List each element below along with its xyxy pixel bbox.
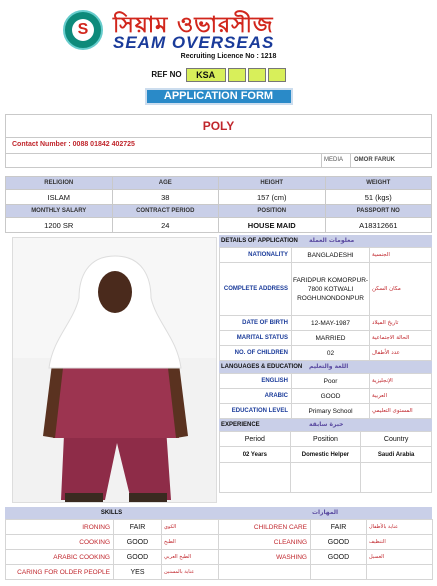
licence-number: Recruiting Licence No : 1218 bbox=[180, 53, 277, 60]
exp-empty-cell bbox=[290, 463, 361, 493]
value-marital: MARRIED bbox=[292, 331, 370, 346]
media-row bbox=[5, 154, 432, 168]
skill-value: YES bbox=[114, 565, 162, 580]
skill-value: FAIR bbox=[114, 520, 162, 535]
exp-empty-cell bbox=[220, 463, 291, 493]
header-passport: PASSPORT NO bbox=[325, 205, 432, 218]
ref-box-empty bbox=[268, 68, 286, 82]
languages-title-arabic: اللغة والتعليم bbox=[309, 363, 349, 370]
form-title: APPLICATION FORM bbox=[145, 88, 293, 105]
experience-title: EXPERIENCE bbox=[221, 422, 260, 428]
header-height: HEIGHT bbox=[219, 177, 326, 190]
skill-label: WASHING bbox=[219, 550, 311, 565]
skills-section bbox=[5, 507, 432, 580]
label-marital: MARITAL STATUS bbox=[220, 331, 292, 346]
application-form-page bbox=[5, 8, 432, 580]
skill-value bbox=[311, 565, 367, 580]
ref-box-empty bbox=[228, 68, 246, 82]
arabic-address: مكان السكن bbox=[370, 263, 432, 316]
header-position: POSITION bbox=[219, 205, 326, 218]
value-address: FARIDPUR KOMORPUR-7800 KOTWALI ROGHUNONDONPUR bbox=[292, 263, 370, 316]
value-arabic: GOOD bbox=[292, 389, 370, 404]
value-contract: 24 bbox=[112, 218, 219, 233]
skill-value: GOOD bbox=[311, 535, 367, 550]
middle-section bbox=[5, 235, 432, 503]
header-religion: RELIGION bbox=[6, 177, 113, 190]
experience-title-arabic: خبرة سابقة bbox=[309, 421, 344, 428]
skill-arabic: الغسيل bbox=[367, 550, 433, 565]
skill-value: GOOD bbox=[311, 550, 367, 565]
label-arabic: ARABIC bbox=[220, 389, 292, 404]
skill-label: IRONING bbox=[6, 520, 114, 535]
exp-col-period: Period bbox=[220, 432, 291, 447]
label-english: ENGLISH bbox=[220, 374, 292, 389]
candidate-photo bbox=[12, 237, 217, 503]
label-education: EDUCATION LEVEL bbox=[220, 404, 292, 419]
skill-value: FAIR bbox=[311, 520, 367, 535]
label-address: COMPLETE ADDRESS bbox=[220, 263, 292, 316]
company-name-bengali: সিয়াম ওভারসীজ bbox=[113, 13, 274, 38]
skills-title: SKILLS bbox=[100, 510, 123, 516]
experience-table bbox=[219, 431, 432, 493]
details-table bbox=[219, 247, 432, 361]
skills-header bbox=[5, 507, 432, 519]
company-logo-icon: S bbox=[63, 10, 103, 50]
value-english: Poor bbox=[292, 374, 370, 389]
value-nationality: BANGLADESHI bbox=[292, 248, 370, 263]
header-age: AGE bbox=[112, 177, 219, 190]
languages-header bbox=[219, 361, 432, 373]
skill-label: CARING FOR OLDER PEOPLE bbox=[6, 565, 114, 580]
value-position: HOUSE MAID bbox=[219, 218, 326, 233]
exp-position: Domestic Helper bbox=[290, 447, 361, 463]
label-children: NO. OF CHILDREN bbox=[220, 346, 292, 361]
skill-label: CLEANING bbox=[219, 535, 311, 550]
label-dob: DATE OF BIRTH bbox=[220, 316, 292, 331]
ref-box-empty bbox=[248, 68, 266, 82]
details-title: DETAILS OF APPLICATION bbox=[221, 238, 298, 244]
ref-label: REF NO bbox=[151, 70, 182, 79]
company-name: SEAM OVERSEAS bbox=[113, 33, 275, 52]
arabic-dob: تاريخ الميلاد bbox=[370, 316, 432, 331]
skill-arabic: عناية بالأطفال bbox=[367, 520, 433, 535]
skill-arabic: التنظيف bbox=[367, 535, 433, 550]
skill-arabic: الكوي bbox=[162, 520, 219, 535]
exp-col-country: Country bbox=[361, 432, 432, 447]
skills-title-arabic: المهارات bbox=[311, 509, 339, 516]
skills-table bbox=[5, 519, 433, 580]
exp-col-position: Position bbox=[290, 432, 361, 447]
ref-value: KSA bbox=[186, 68, 226, 82]
skill-arabic: عناية بالمسنين bbox=[162, 565, 219, 580]
ref-row bbox=[5, 67, 432, 82]
experience-header bbox=[219, 419, 432, 431]
details-title-arabic: معلومات العملة bbox=[309, 237, 355, 244]
label-nationality: NATIONALITY bbox=[220, 248, 292, 263]
skill-arabic: الطبخ bbox=[162, 535, 219, 550]
exp-period: 02 Years bbox=[220, 447, 291, 463]
value-dob: 12-MAY-1987 bbox=[292, 316, 370, 331]
skill-label: ARABIC COOKING bbox=[6, 550, 114, 565]
arabic-nationality: الجنسية bbox=[370, 248, 432, 263]
header-weight: WEIGHT bbox=[325, 177, 432, 190]
languages-title: LANGUAGES & EDUCATION bbox=[221, 364, 303, 370]
arabic-children: عدد الأطفال bbox=[370, 346, 432, 361]
exp-empty-cell bbox=[361, 463, 432, 493]
candidate-name: POLY bbox=[5, 114, 432, 138]
header-salary: MONTHLY SALARY bbox=[6, 205, 113, 218]
arabic-education: المستوى التعليمي bbox=[370, 404, 432, 419]
company-header bbox=[5, 8, 432, 50]
value-education: Primary School bbox=[292, 404, 370, 419]
skill-value: GOOD bbox=[114, 535, 162, 550]
value-height: 157 (cm) bbox=[219, 190, 326, 205]
value-passport: A18312661 bbox=[325, 218, 432, 233]
skill-label: CHILDREN CARE bbox=[219, 520, 311, 535]
value-salary: 1200 SR bbox=[6, 218, 113, 233]
arabic-arabic: العربية bbox=[370, 389, 432, 404]
value-religion: ISLAM bbox=[6, 190, 113, 205]
languages-table bbox=[219, 373, 432, 419]
skill-label: COOKING bbox=[6, 535, 114, 550]
skill-value: GOOD bbox=[114, 550, 162, 565]
exp-country: Saudi Arabia bbox=[361, 447, 432, 463]
skill-arabic: الطبخ العربي bbox=[162, 550, 219, 565]
skill-label bbox=[219, 565, 311, 580]
media-label: MEDIA bbox=[321, 154, 343, 167]
contact-number: Contact Number : 0088 01842 402725 bbox=[5, 138, 432, 154]
value-age: 38 bbox=[112, 190, 219, 205]
arabic-marital: الحالة الاجتماعية bbox=[370, 331, 432, 346]
details-panel bbox=[219, 235, 432, 503]
arabic-english: الإنجليزية bbox=[370, 374, 432, 389]
skill-arabic bbox=[367, 565, 433, 580]
media-value: OMOR FARUK bbox=[350, 154, 395, 167]
value-weight: 51 (kgs) bbox=[325, 190, 432, 205]
details-header bbox=[219, 235, 432, 247]
header-contract: CONTRACT PERIOD bbox=[112, 205, 219, 218]
value-children: 02 bbox=[292, 346, 370, 361]
summary-table bbox=[5, 176, 432, 233]
